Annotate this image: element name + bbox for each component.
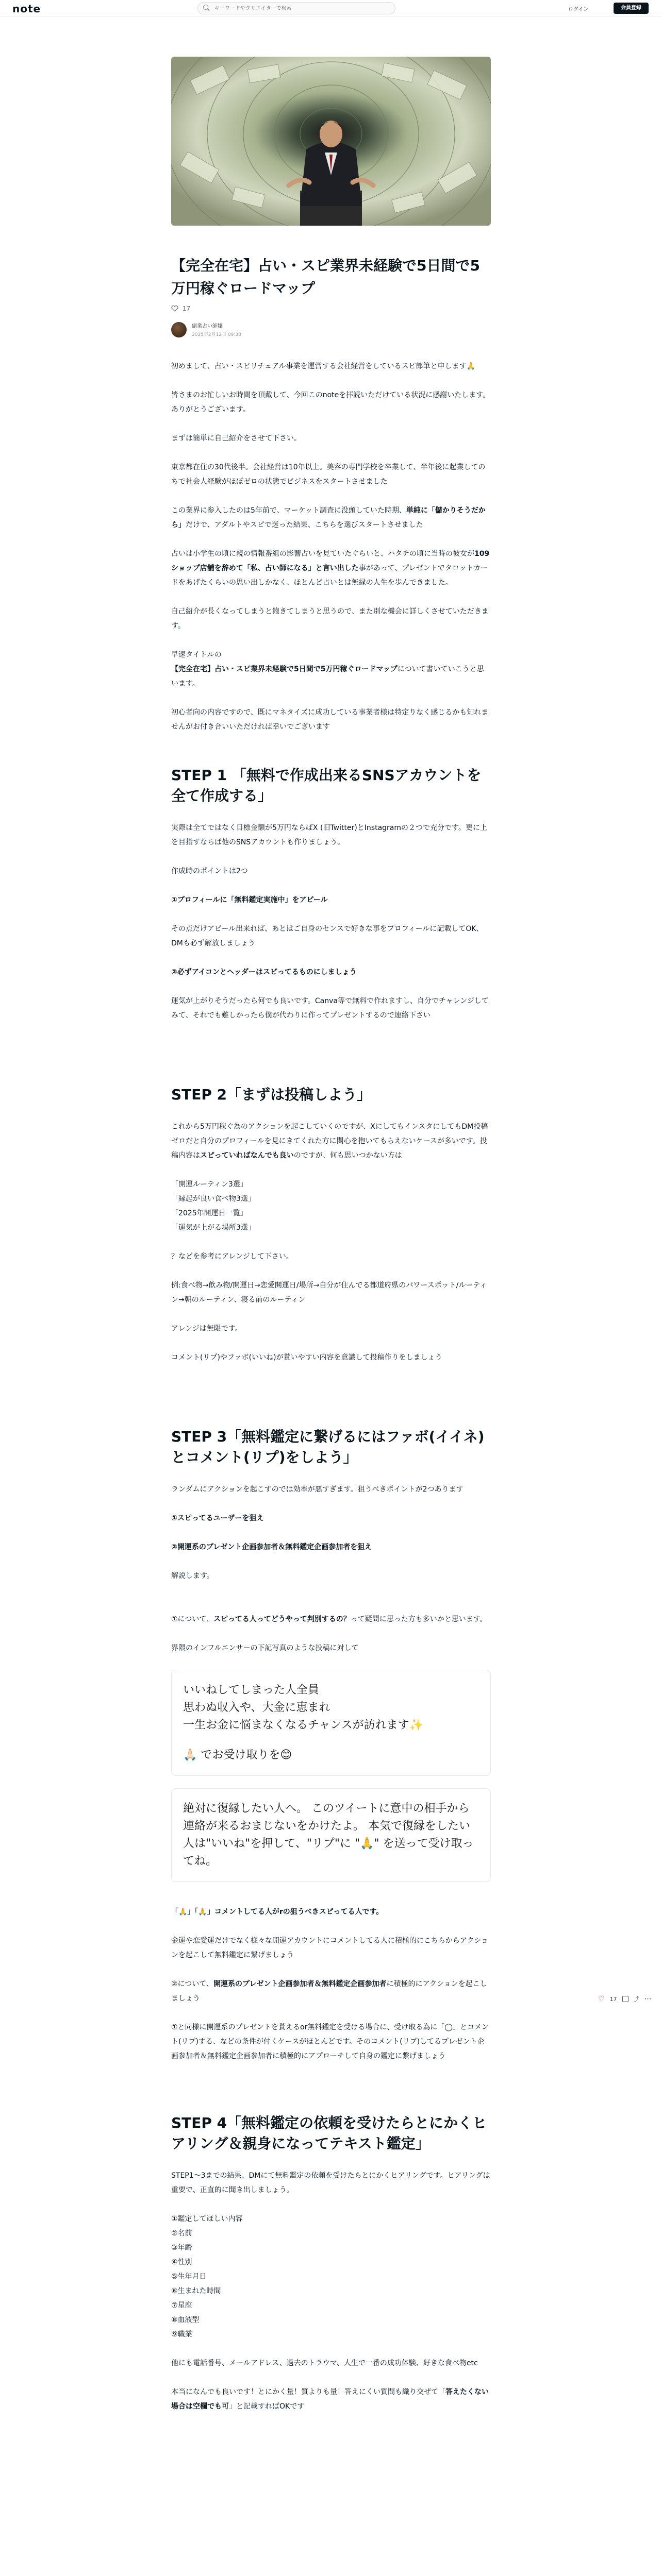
paragraph: 自己紹介が長くなってしまうと飽きてしまうと思うので、また別な機会に詳しくさせていただきます。 (171, 607, 489, 630)
like-count: 17 (183, 305, 191, 312)
paragraph: 実際は全てではなく目標金額が5万円ならばX (旧Twitter)とInstagramの２つで充分です。更に上を目指すならば他のSNSアカウントも作りましょう。 (171, 824, 487, 846)
paragraph: コメント(リプ)やファボ(いいね)が貰いやすい内容を意識して投稿作りをしましょう (171, 1353, 442, 1362)
article-title: 【完全在宅】占い・スピ業界未経験で5日間で5万円稼ぐロードマップ (171, 257, 480, 297)
paragraph: 本当になんでも良いです！とにかく量！質よりも量！答えにくい質問も織り交ぜて「答えたくない場合は空欄でも可」と記載すればOKです (171, 2388, 489, 2411)
side-like-count: 17 (609, 1995, 617, 2003)
section-heading-step3: STEP 3「無料鑑定に繋げるにはファボ(イイネ)とコメント(リプ)をしよう」 (171, 1428, 485, 1466)
list-item: ②名前 (171, 2229, 192, 2238)
paragraph: これから5万円稼ぐ為のアクションを起こしていくのですが、XにしてもインスタにしてもDM投稿ゼロだと自分のプロフィールを見にきてくれた方に関心を抱いてもらえないケースが多いです。投稿内容はスピっていればなんでも良いのですが、何も思いつかない方は (171, 1123, 488, 1160)
list-item: 「2025年開運日一覧」 (171, 1209, 247, 1217)
list-item: 「運気が上がる場所3選」 (171, 1224, 255, 1232)
quote-line: いいねしてしまった人全員 (183, 1684, 320, 1697)
site-header (0, 0, 662, 16)
paragraph: 初心者向の内容ですので、既にマネタイズに成功している事業者様は特定りなく感じるかも知れませんがお付き合いいただければ幸いでございます (171, 708, 489, 731)
list-item: ⑨職業 (171, 2330, 192, 2338)
list-item: ①鑑定してほしい内容 (171, 2215, 243, 2223)
search-bar[interactable] (197, 2, 395, 14)
article (171, 57, 491, 2414)
signup-button[interactable]: 会員登録 (614, 3, 649, 14)
paragraph: 他にも電話番号、メールアドレス、過去のトラウマ、人生で一番の成功体験、好きな食べ物etc (171, 2359, 478, 2367)
paragraph: ②について、開運系のプレゼント企画参加者＆無料鑑定企画参加者に積極的にアクションを起こしましょう (171, 1980, 487, 2003)
money-tunnel-illustration (171, 57, 491, 226)
list-item: ③年齢 (171, 2244, 192, 2252)
paragraph: STEP1〜3までの結果、DMにて無料鑑定の依頼を受けたらとにかくヒアリングです。ヒアリングは重要で、正直的に聞き出しましょう。 (171, 2172, 490, 2194)
paragraph: その点だけアピール出来れば、あとはご自身のセンスで好きな事をプロフィールに記載してOK、DMも必ず解放しましょう (171, 925, 484, 947)
paragraph: ①と同様に開運系のプレゼントを貰えるor無料鑑定を受ける場合に、受け取る為に「◯」とコメント(リプ)する、などの条件が付くケースがほとんどです。そのコメント(リプ)してるプレゼント企画参加者＆無料鑑定企画参加者に積極的にアプローチして自身の鑑定に繋げましょう (171, 2023, 489, 2060)
paragraph: ②必ずアイコンとヘッダーはスピってるものにしましょう (171, 968, 357, 976)
list-item: ⑧血液型 (171, 2316, 200, 2324)
paragraph: ？などを参考にアレンジして下さい。 (171, 1252, 293, 1261)
list-item: ⑦星座 (171, 2301, 192, 2310)
paragraph: 早速タイトルの 【完全在宅】占い・スピ業界未経験で5日間で5万円稼ぐロードマップについて書いていこうと思います。 (171, 651, 484, 688)
quote-line: 🙏🏻 でお受け取りを😊 (183, 1749, 292, 1761)
hero-image (171, 57, 491, 226)
comment-icon[interactable] (622, 1996, 628, 2002)
paragraph: 金運や恋愛運だけでなく様々な開運アカウントにコメントしてる人に積極的にこちらからアクションを起こして無料鑑定に繋げましょう (171, 1937, 489, 1959)
paragraph: ②開運系のプレゼント企画参加者＆無料鑑定企画参加者を狙え (171, 1543, 372, 1551)
floating-action-bar (598, 1995, 652, 2003)
heart-icon[interactable] (171, 306, 178, 312)
login-link[interactable]: ログイン (568, 7, 589, 12)
paragraph: ①スピってるユーザーを狙え (171, 1514, 264, 1522)
quote-line: 一生お金に悩まなくなるチャンスが訪れます✨ (183, 1719, 424, 1732)
paragraph: 解説します。 (171, 1572, 214, 1580)
article-body (171, 359, 491, 2414)
paragraph: 運気が上がりそうだったら何でも良いです。Canva等で無料で作れますし、自分でチャレンジしてみて、それでも難しかったら僕が代わりに作ってプレゼントするので連絡下さい (171, 997, 489, 1020)
list-item: ⑤生年月日 (171, 2273, 207, 2281)
author-name[interactable]: 副業占い師嬢 (192, 324, 223, 329)
paragraph: 例:食べ物→飲み物/開運日→恋愛開運日/場所→自分が住んでる都道府県のパワースポット/ルーティン→朝のルーティン、寝る前のルーティン (171, 1281, 487, 1304)
paragraph: まずは簡単に自己紹介をさせて下さい。 (171, 434, 301, 443)
paragraph: ①プロフィールに「無料鑑定実施中」をアピール (171, 896, 328, 904)
quote-line: 思わぬ収入や、大金に恵まれ (183, 1701, 330, 1714)
embedded-post-image (171, 1670, 491, 1776)
author-block[interactable] (171, 321, 491, 337)
section-heading-step2: STEP 2「まずは投稿しよう」 (171, 1086, 372, 1103)
search-icon (203, 5, 210, 12)
paragraph: この業界に参入したのは5年前で、マーケット調査に没頭していた時期、単純に「儲かりそうだから」だけで、アダルトやスピで迷った結果、こちらを選びスタートさせました (171, 506, 486, 529)
paragraph: 初めまして、占い・スピリチュアル事業を運営する会社経営をしているスピ郎筆と申します🙏 (171, 362, 475, 370)
more-menu-icon[interactable]: ⋯ (644, 1995, 652, 2003)
note-logo[interactable]: note (12, 3, 41, 15)
paragraph: 界隈のインフルエンサーの下記写真のような投稿に対して (171, 1644, 359, 1652)
publish-date: 2025年2月12日 09:30 (192, 332, 241, 337)
paragraph: 作成時のポイントは2つ (171, 867, 248, 875)
paragraph: 「🙏」「🙏」コメントしてる人がrの狙うべきスピってる人です。 (171, 1908, 384, 1916)
avatar[interactable] (171, 322, 187, 337)
quote-line: 絶対に復縁したい人へ。 このツイートに意中の相手から連絡が来るおまじないをかけたよ。 本気で復縁をしたい人は"いいね"を押して、"リプ"に "🙏" を送って受け取ってね。 (183, 1802, 474, 1868)
search-input[interactable] (214, 6, 390, 11)
list-item: ④性別 (171, 2258, 192, 2266)
paragraph: アレンジは無限です。 (171, 1325, 242, 1333)
like-row (171, 305, 491, 312)
paragraph: 皆さまのお忙しいお時間を頂戴して、今回このnoteを拝読いただけている状況に感謝いたします。ありがとうございます。 (171, 391, 490, 414)
section-heading-step4: STEP 4「無料鑑定の依頼を受けたらとにかくヒアリング＆親身になってテキスト鑑定」 (171, 2114, 487, 2152)
share-icon[interactable]: ⤴ (633, 1996, 639, 2003)
like-heart-icon[interactable]: ♡ (598, 1995, 605, 2003)
list-item: ⑥生まれた時間 (171, 2287, 221, 2295)
paragraph: 東京都在住の30代後半。会社経営は10年以上。美容の専門学校を卒業して、半年後に起業してのちで社会人経験がほぼゼロの状態でビジネスをスタートさせました (171, 463, 486, 486)
embedded-post-image (171, 1788, 491, 1882)
list-item: 「開運ルーティン3選」 (171, 1180, 247, 1189)
list-item: 「縁起が良い食べ物3選」 (171, 1195, 255, 1203)
section-heading-step1: STEP 1 「無料で作成出来るSNSアカウントを全て作成する」 (171, 767, 482, 804)
paragraph: ①について、スピってる人ってどうやって判別するの？って疑問に思った方も多いかと思います。 (171, 1615, 487, 1623)
paragraph: 占いは小学生の頃に親の情報番組の影響占いを見ていたぐらいと、ハタチの頃に当時の彼女が109ショップ店舗を辞めて「私、占い師になる」と言い出した事があって、プレゼントでタロットカードをあげたくらいの思い出しかなく、ほとんど占いとは無縁の人生を歩んできました。 (171, 550, 490, 587)
paragraph: ランダムにアクションを起こすのでは効率が悪すぎます。狙うべきポイントが2つあります (171, 1485, 464, 1494)
